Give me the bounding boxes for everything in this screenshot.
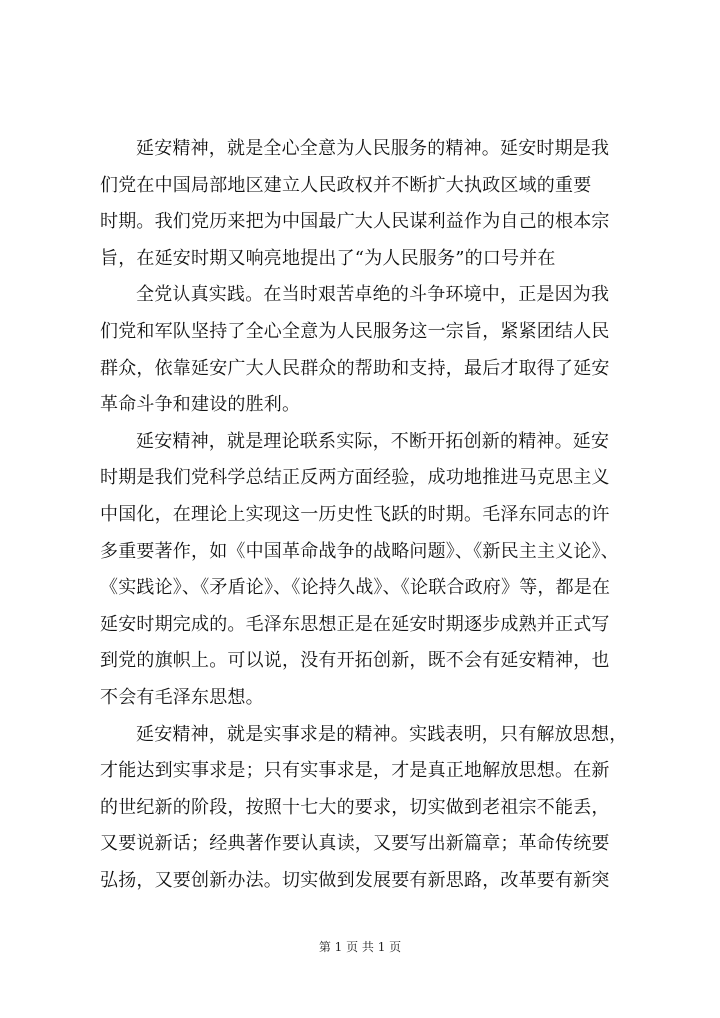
text-line: 革命斗争和建设的胜利。 — [100, 394, 301, 416]
text-line: 中国化，在理论上实现这一历史性飞跃的时期。毛泽东同志的许 — [100, 503, 610, 525]
text-line: 时期是我们党科学总结正反两方面经验，成功地推进马克思主义 — [100, 467, 610, 489]
text-line: 《实践论》、《矛盾论》、《论持久战》、《论联合政府》等，都是在 — [100, 577, 611, 599]
text-line: 们党在中国局部地区建立人民政权并不断扩大执政区域的重要 — [100, 174, 592, 196]
text-line: 的世纪新的阶段，按照十七大的要求，切实做到老祖宗不能丢， — [100, 796, 610, 818]
text-line: 才能达到实事求是；只有实事求是，才是真正地解放思想。在新 — [100, 760, 610, 782]
text-line: 全党认真实践。在当时艰苦卓绝的斗争环境中，正是因为我 — [136, 284, 610, 306]
text-line: 延安时期完成的。毛泽东思想正是在延安时期逐步成熟并正式写 — [100, 613, 610, 635]
text-line: 又要说新话；经典著作要认真读，又要写出新篇章；革命传统要 — [100, 833, 610, 855]
text-line: 不会有毛泽东思想。 — [100, 686, 264, 708]
text-line: 延安精神，就是实事求是的精神。实践表明，只有解放思想， — [136, 723, 628, 745]
text-line: 延安精神，就是全心全意为人民服务的精神。延安时期是我 — [136, 138, 610, 159]
text-line: 群众，依靠延安广大人民群众的帮助和支持，最后才取得了延安 — [100, 357, 610, 379]
text-line: 延安精神，就是理论联系实际，不断开拓创新的精神。延安 — [136, 430, 610, 452]
text-line: 们党和军队坚持了全心全意为人民服务这一宗旨，紧紧团结人民 — [100, 320, 610, 342]
text-line: 时期。我们党历来把为中国最广大人民谋利益作为自己的根本宗 — [100, 211, 610, 233]
page-number-footer: 第 1 页 共 1 页 — [318, 940, 402, 954]
text-line: 多重要著作，如《中国革命战争的战略问题》、《新民主主义论》、 — [100, 540, 619, 562]
text-line: 弘扬，又要创新办法。切实做到发展要有新思路，改革要有新突 — [100, 869, 610, 891]
text-line: 旨，在延安时期又响亮地提出了“为人民服务”的口号并在 — [100, 247, 556, 269]
text-line: 到党的旗帜上。可以说，没有开拓创新，既不会有延安精神，也 — [100, 650, 610, 672]
document-body — [100, 131, 640, 899]
